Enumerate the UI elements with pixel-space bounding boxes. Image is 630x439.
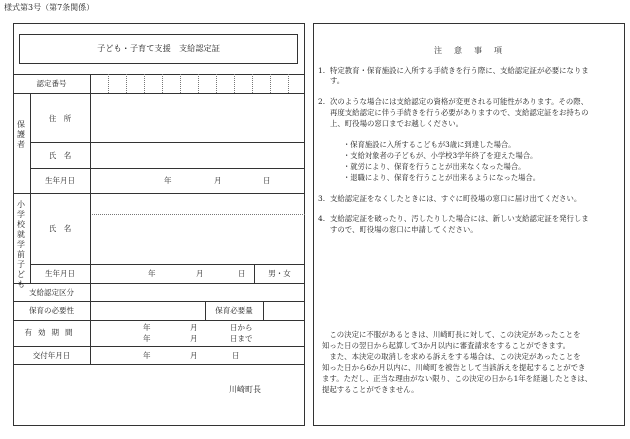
valid-from-year: 年	[143, 323, 151, 332]
cert-number-label: 認定番号	[36, 79, 67, 88]
note-3-number: 3.	[318, 194, 326, 203]
note-2-line-1: 次のような場合には支給認定の資格が変更される可能性があります。その際、	[330, 97, 589, 106]
child-birthdate-label: 生年月日	[45, 269, 75, 278]
issue-day: 日	[232, 351, 240, 360]
note-4-line-1: 支給認定証を破ったり、汚したりした場合には、新しい支給認定証を発行しま	[330, 214, 589, 223]
valid-until-suffix: 日まで	[230, 334, 253, 343]
note-1-number: 1.	[318, 66, 326, 75]
issue-month: 月	[190, 351, 198, 360]
child-gender: 男・女	[268, 269, 291, 278]
child-section-label: 小学校就学前子ども	[17, 200, 25, 289]
sub-item-2: ・支給対象者の子どもが、小学校3学年終了を迎えた場合。	[343, 151, 538, 160]
note-3-line-1: 支給認定証をなくしたときには、すぐに町役場の窓口に届け出てください。	[330, 194, 582, 203]
validity-label: 有効期間	[24, 328, 79, 337]
form-label: 様式第3号（第7条関係）	[4, 3, 95, 12]
category-label: 支給認定区分	[29, 288, 74, 297]
child-birth-day: 日	[238, 269, 246, 278]
issue-year: 年	[143, 351, 151, 360]
guardian-birthdate-label: 生年月日	[45, 176, 75, 185]
child-birth-month: 月	[196, 269, 204, 278]
note-1-line-2: す。	[330, 76, 345, 85]
valid-until-month: 月	[190, 334, 198, 343]
guardian-birth-day: 日	[263, 176, 271, 185]
notes-heading: 注 意 事 項	[434, 46, 504, 55]
issue-date-label: 交付年月日	[32, 351, 71, 360]
guardian-section-label: 保護者	[17, 120, 25, 149]
sub-item-4: ・退職により、保育を行うことが出来るようになった場合。	[343, 173, 541, 182]
guardian-birth-month: 月	[214, 176, 222, 185]
appeal-line-5: ます。ただし、正当な理由がない限り、この決定の日から1年を経過したときは、	[322, 374, 593, 383]
appeal-line-1: この決定に不服があるときは、川崎町長に対して、この決定があったことを	[322, 330, 581, 339]
sub-item-1: ・保育施設に入所するこどもが3歳に到達した場合。	[343, 140, 516, 149]
sub-item-3: ・就労により、保育を行うことが出来なくなった場合。	[343, 162, 526, 171]
note-1-line-1: 特定教育・保育施設に入所する手続きを行う際に、支給認定証が必要になりま	[330, 66, 589, 75]
guardian-name-label: 氏 名	[48, 151, 72, 160]
valid-until-year: 年	[143, 334, 151, 343]
appeal-line-4: 知った日から6か月以内に、川崎町を被告として当該訴えを提起することができ	[322, 363, 586, 372]
valid-from-suffix: 日から	[230, 323, 253, 332]
care-need-label: 保育の必要性	[29, 306, 74, 315]
valid-from-month: 月	[190, 323, 198, 332]
note-4-line-2: すので、町役場の窓口に申請してください。	[330, 225, 478, 234]
child-name-label: 氏 名	[48, 224, 72, 233]
appeal-line-2: 知った日の翌日から起算して3か月以内に審査請求をすることができます。	[322, 341, 571, 350]
child-birth-year: 年	[148, 269, 156, 278]
issuer: 川崎町長	[229, 385, 261, 394]
guardian-address-label: 住 所	[48, 114, 72, 123]
note-2-line-3: 上、町役場の窓口までお越しください。	[330, 119, 464, 128]
appeal-line-3: また、本決定の取消しを求める訴えをする場合は、この決定があったことを	[322, 352, 581, 361]
appeal-line-6: 提起することができません。	[322, 385, 419, 394]
care-amount-label: 保育必要量	[215, 306, 253, 315]
note-4-number: 4.	[318, 214, 326, 223]
guardian-birth-year: 年	[164, 176, 172, 185]
note-2-number: 2.	[318, 97, 326, 106]
certificate-title: 子ども・子育て支援 支給認定証	[97, 43, 220, 53]
note-2-line-2: 再度支給認定に伴う手続きを行う必要がありますので、支給認定証をお持ちの	[330, 108, 589, 117]
